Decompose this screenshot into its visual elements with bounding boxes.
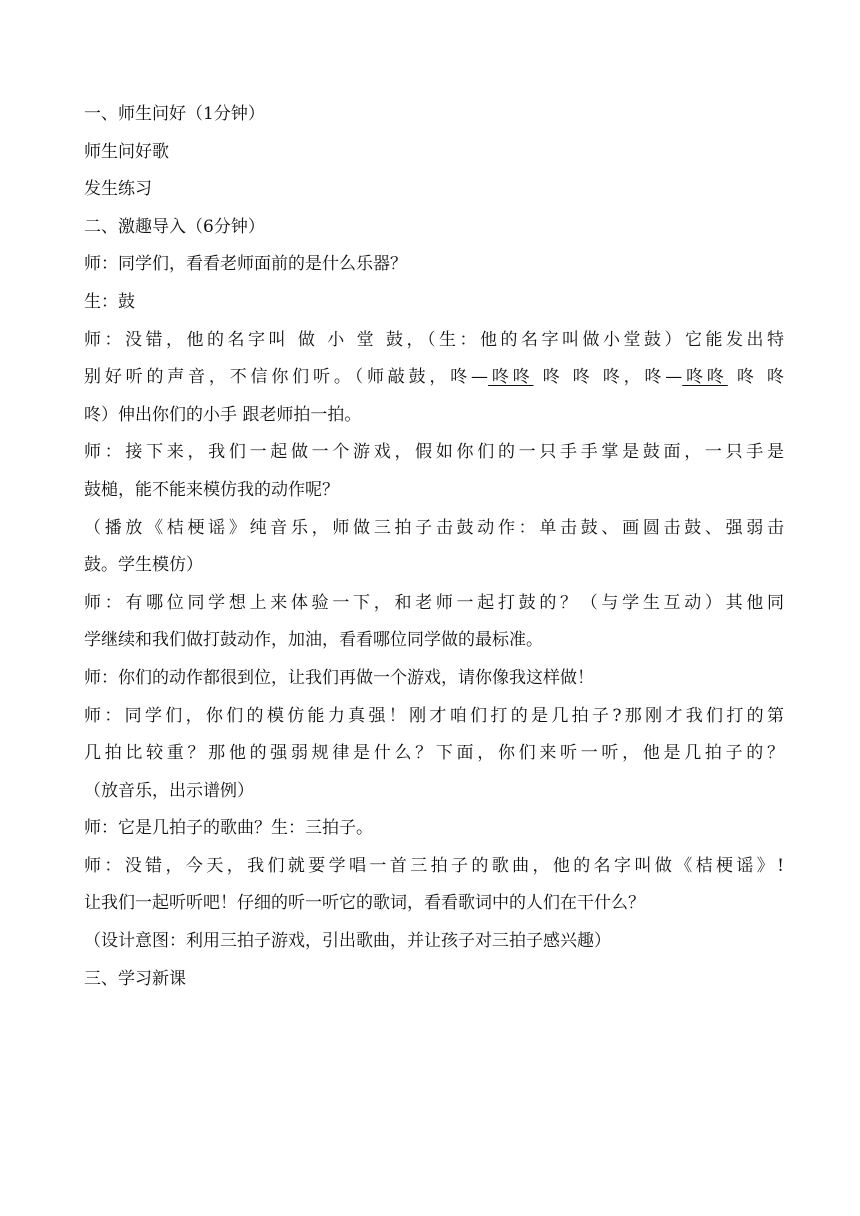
section-heading-intro: 二、激趣导入（6分钟） xyxy=(84,216,265,237)
paragraph: 师生问好歌 xyxy=(84,141,169,162)
text-segment: 咚 咚 xyxy=(727,367,785,388)
paragraph: 师：接下来，我们一起做一个游戏，假如你们的一只手手掌是鼓面，一只手是 xyxy=(84,442,784,463)
section-heading-new-lesson: 三、学习新课 xyxy=(84,968,186,989)
paragraph: 咚）伸出你们的小手 跟老师拍一拍。 xyxy=(84,404,362,425)
paragraph: 学继续和我们做打鼓动作，加油，看看哪位同学做的最标准。 xyxy=(84,630,543,651)
paragraph: （播放《桔梗谣》纯音乐，师做三拍子击鼓动作：单击鼓、画圆击鼓、强弱击 xyxy=(84,517,784,538)
paragraph: 几拍比较重？那他的强弱规律是什么？下面，你们来听一听，他是几拍子的？ xyxy=(84,743,784,764)
underlined-text: 咚咚 xyxy=(488,367,534,388)
paragraph: 师：有哪位同学想上来体验一下，和老师一起打鼓的？（与学生互动）其他同 xyxy=(84,592,784,613)
paragraph: 生：鼓 xyxy=(84,291,135,312)
text-segment: 咚 咚 咚，咚— xyxy=(533,367,683,388)
paragraph: 师：同学们，看看老师面前的是什么乐器？ xyxy=(84,254,407,275)
paragraph: 师：没错，他的名字叫 做 小 堂 鼓，（生：他的名字叫做小堂鼓）它能发出特 xyxy=(84,329,784,350)
paragraph: 发生练习 xyxy=(84,179,152,200)
paragraph: 师：它是几拍子的歌曲？生：三拍子。 xyxy=(84,818,373,839)
paragraph: 师：没错，今天，我们就要学唱一首三拍子的歌曲，他的名字叫做《桔梗谣》! xyxy=(84,855,784,876)
paragraph-drum-sounds xyxy=(84,359,784,397)
paragraph: 鼓。学生模仿） xyxy=(84,555,203,576)
underlined-text: 咚咚 xyxy=(682,367,728,388)
paragraph-design-intent: （设计意图：利用三拍子游戏，引出歌曲，并让孩子对三拍子感兴趣） xyxy=(84,931,611,952)
paragraph: 让我们一起听听吧！仔细的听一听它的歌词，看看歌词中的人们在干什么？ xyxy=(84,893,645,914)
document-body xyxy=(84,96,784,998)
paragraph: 鼓槌，能不能来模仿我的动作呢？ xyxy=(84,479,339,500)
text-segment: 别好听的声音，不信你们听。（师敲鼓，咚— xyxy=(84,367,489,388)
paragraph: 师：你们的动作都很到位，让我们再做一个游戏，请你像我这样做！ xyxy=(84,667,594,688)
section-heading-greeting: 一、师生问好（1分钟） xyxy=(84,104,265,124)
paragraph: 师：同学们，你们的模仿能力真强！刚才咱们打的是几拍子?那刚才我们打的第 xyxy=(84,705,784,726)
paragraph: （放音乐，出示谱例） xyxy=(84,780,254,801)
